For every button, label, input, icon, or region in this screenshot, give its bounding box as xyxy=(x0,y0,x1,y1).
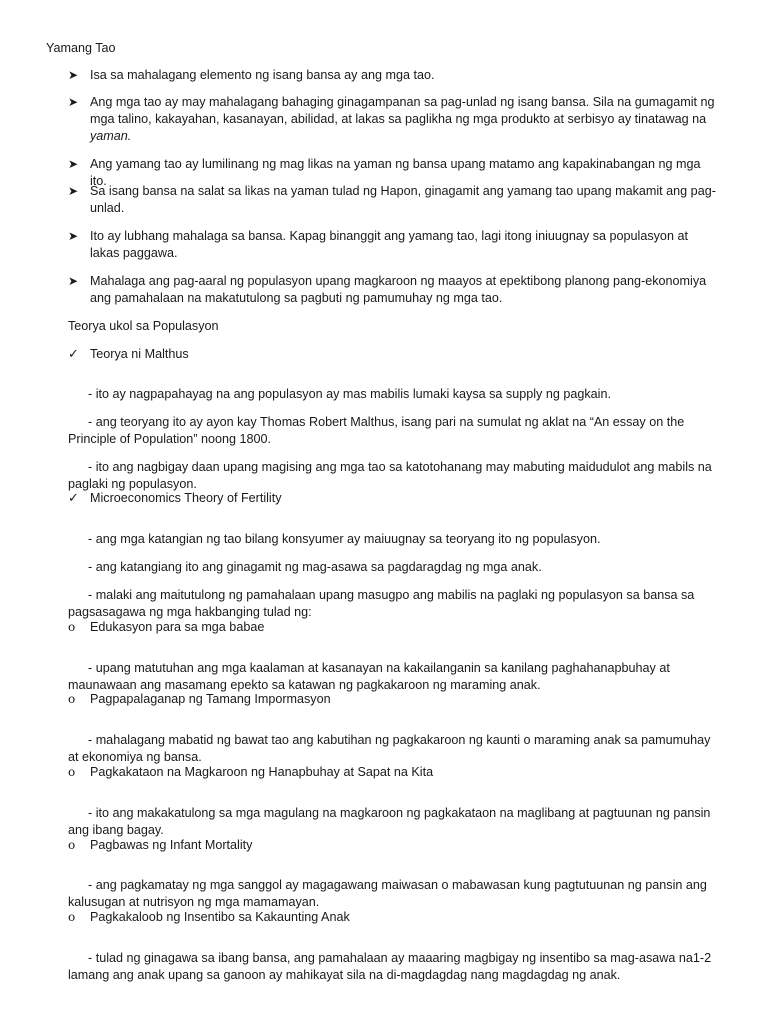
measure-title: Pagpapalaganap ng Tamang Impormasyon xyxy=(90,692,331,706)
measure-heading xyxy=(68,837,718,854)
omicron-bullet-icon: ο xyxy=(68,620,76,634)
arrow-bullet-icon: ➤ xyxy=(68,157,79,171)
omicron-bullet-icon: ο xyxy=(68,765,76,779)
bullet-text: Mahalaga ang pag-aaral ng populasyon upang magkaroon ng maayos at epektibong planong pang-ekonomiya ang pamahalaan na makatutulong sa pagbuti ng pamumuhay ng mga tao. xyxy=(90,274,707,305)
bullet-text: Sa isang bansa na salat sa likas na yaman tulad ng Hapon, ginagamit ang yamang tao upang makamit ang pag-unlad. xyxy=(90,184,716,215)
theory-paragraph: - ang mga katangian ng tao bilang konsyumer ay maiuugnay sa teoryang ito ng populasyon. xyxy=(88,531,601,546)
bullet-item xyxy=(68,183,718,217)
omicron-bullet-icon: ο xyxy=(68,838,76,852)
measure-description: - ito ang makakatulong sa mga magulang na magkaroon ng pagkakataon na maglibang at pagtuunan ng pansin ang ibang bagay. xyxy=(68,805,711,837)
theory-paragraph: - ito ang nagbigay daan upang magising ang mga tao sa katotohanang may mabuting maidudulot ang mabils na paglaki ng populasyon. xyxy=(68,459,712,491)
measure-title: Edukasyon para sa mga babae xyxy=(90,620,265,634)
measure-heading xyxy=(68,909,718,926)
section-title: Teorya ukol sa Populasyon xyxy=(68,319,219,333)
checkmark-icon: ✓ xyxy=(68,490,79,505)
document-title: Yamang Tao xyxy=(46,41,116,55)
theory-paragraph: - ito ay nagpapahayag na ang populasyon ay mas mabilis lumaki kaysa sa supply ng pagkain. xyxy=(88,386,611,401)
bullet-item xyxy=(68,156,718,188)
measure-description: - ang pagkamatay ng mga sanggol ay magagawang maiwasan o mabawasan kung pagtutuunan ng pansin ang kalusugan at nutrisyon ng mga mamamayan. xyxy=(68,877,707,909)
arrow-bullet-icon: ➤ xyxy=(68,229,79,243)
theory-title: Microeconomics Theory of Fertility xyxy=(90,491,282,505)
arrow-bullet-icon: ➤ xyxy=(68,95,79,109)
bullet-item xyxy=(68,273,718,307)
measure-description: - tulad ng ginagawa sa ibang bansa, ang pamahalaan ay maaaring magbigay ng insentibo sa mag-asawa na1-2 lamang ang anak upang sa ganoon ay mahikayat sila na di-magdagdag nang magdagdag ng anak. xyxy=(68,950,712,982)
measure-heading xyxy=(68,619,718,636)
bullet-italic-text: yaman. xyxy=(90,129,132,143)
omicron-bullet-icon: ο xyxy=(68,692,76,706)
theory-paragraph: - malaki ang maitutulong ng pamahalaan upang masugpo ang mabilis na paglaki ng populasyon sa bansa sa pagsasagawa ng mga hakbanging tulad ng: xyxy=(68,587,695,619)
measure-description: - upang matutuhan ang mga kaalaman at kasanayan na kakailanganin sa kanilang paghahanapbuhay at maunawaan ang masamang epekto sa katawan ng pagkakaroon ng maraming anak. xyxy=(68,660,670,692)
bullet-text: Ang yamang tao ay lumilinang ng mag likas na yaman ng bansa upang matamo ang kapakinabangan ng mga ito. xyxy=(90,157,701,188)
bullet-item xyxy=(68,94,718,145)
bullet-text: Ito ay lubhang mahalaga sa bansa. Kapag binanggit ang yamang tao, lagi itong iniuugnay sa populasyon at lakas paggawa. xyxy=(90,229,688,260)
measure-heading xyxy=(68,691,718,708)
bullet-item xyxy=(68,228,718,262)
arrow-bullet-icon: ➤ xyxy=(68,68,79,82)
measure-heading xyxy=(68,764,718,781)
arrow-bullet-icon: ➤ xyxy=(68,274,79,288)
bullet-item xyxy=(68,67,718,84)
theory-heading xyxy=(68,490,718,507)
measure-title: Pagkakataon na Magkaroon ng Hanapbuhay at Sapat na Kita xyxy=(90,765,434,779)
measure-description: - mahalagang mabatid ng bawat tao ang kabutihan ng pagkakaroon ng kaunti o maraming anak sa pamumuhay at ekonomiya ng bansa. xyxy=(68,732,711,764)
arrow-bullet-icon: ➤ xyxy=(68,184,79,198)
theory-heading xyxy=(68,346,718,363)
bullet-text: Isa sa mahalagang elemento ng isang bansa ay ang mga tao. xyxy=(90,68,435,82)
theory-paragraph: - ang katangiang ito ang ginagamit ng mag-asawa sa pagdaragdag ng mga anak. xyxy=(88,559,542,574)
checkmark-icon: ✓ xyxy=(68,346,79,361)
measure-title: Pagkakaloob ng Insentibo sa Kakaunting Anak xyxy=(90,910,350,924)
theory-title: Teorya ni Malthus xyxy=(90,347,189,361)
theory-paragraph: - ang teoryang ito ay ayon kay Thomas Robert Malthus, isang pari na sumulat ng aklat na “An essay on the Principle of Population” noong 1800. xyxy=(68,414,685,446)
bullet-text: Ang mga tao ay may mahalagang bahaging ginagampanan sa pag-unlad ng isang bansa. Sila na gumagamit ng mga talino, kakayahan, kasanayan, abilidad, at lakas sa paglikha ng mga produkto at serbisyo ay tinatawag na xyxy=(90,95,715,126)
omicron-bullet-icon: ο xyxy=(68,910,76,924)
measure-title: Pagbawas ng Infant Mortality xyxy=(90,838,253,852)
